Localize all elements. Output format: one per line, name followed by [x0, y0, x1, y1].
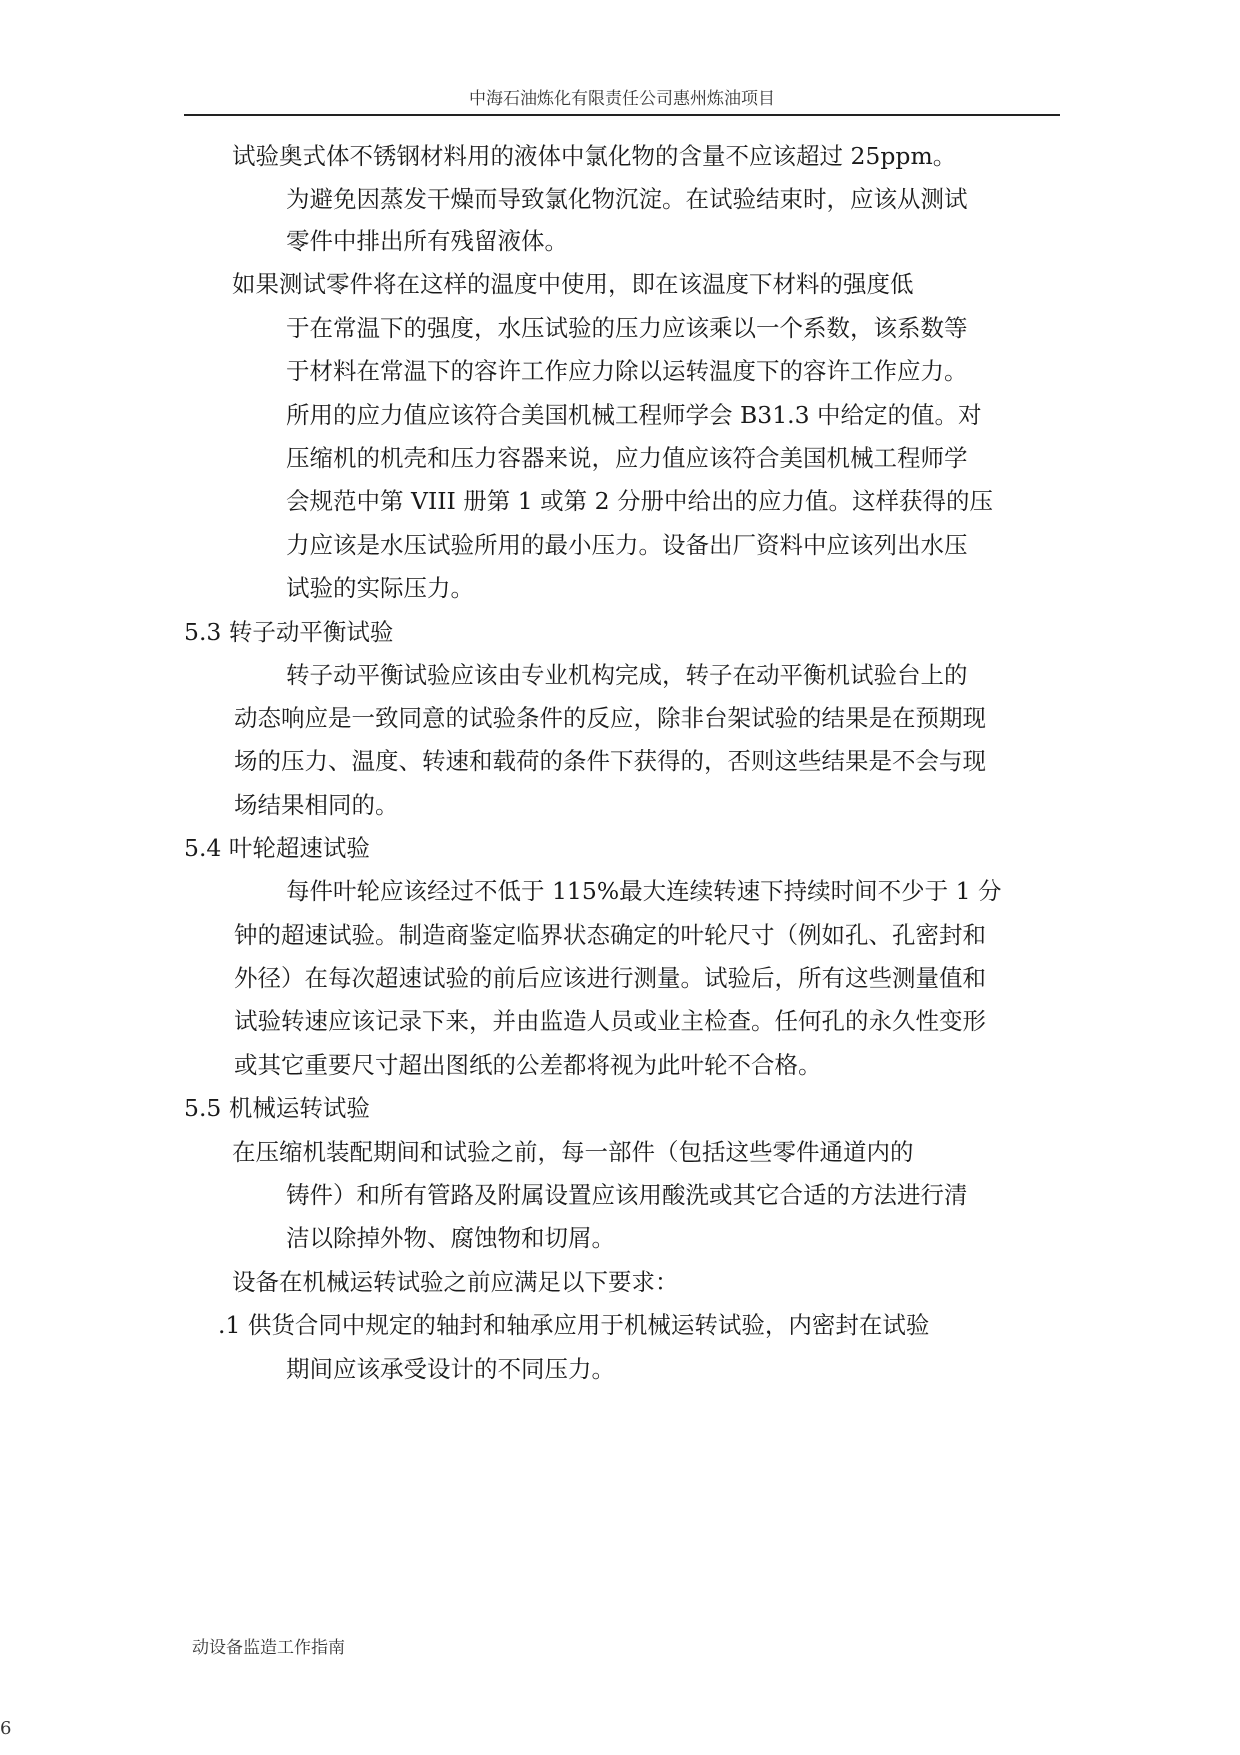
paragraph-line: 在压缩机装配期间和试验之前，每一部件（包括这些零件通道内的 — [232, 1138, 914, 1166]
header-divider — [184, 114, 1060, 116]
paragraph-line: 动态响应是一致同意的试验条件的反应，除非台架试验的结果是在预期现 — [234, 704, 986, 732]
paragraph-line: 于材料在常温下的容许工作应力除以运转温度下的容许工作应力。 — [286, 357, 968, 385]
section-heading-5-4: 5.4 叶轮超速试验 — [184, 834, 370, 862]
paragraph-line: 场结果相同的。 — [234, 791, 399, 819]
paragraph-line: 会规范中第 VIII 册第 1 或第 2 分册中给出的应力值。这样获得的压 — [286, 487, 994, 515]
paragraph-line: 设备在机械运转试验之前应满足以下要求： — [232, 1268, 679, 1296]
paragraph-line: 试验奥式体不锈钢材料用的液体中氯化物的含量不应该超过 25ppm。 — [232, 142, 957, 170]
paragraph-line: 转子动平衡试验应该由专业机构完成，转子在动平衡机试验台上的 — [286, 661, 968, 689]
paragraph-line: 压缩机的机壳和压力容器来说，应力值应该符合美国机械工程师学 — [286, 444, 968, 472]
header-title: 中海石油炼化有限责任公司惠州炼油项目 — [469, 89, 775, 109]
paragraph-line: 洁以除掉外物、腐蚀物和切屑。 — [286, 1224, 615, 1252]
paragraph-line: 钟的超速试验。制造商鉴定临界状态确定的叶轮尺寸（例如孔、孔密封和 — [234, 921, 986, 949]
paragraph-line: 所用的应力值应该符合美国机械工程师学会 B31.3 中给定的值。对 — [286, 401, 982, 429]
paragraph-line: 期间应该承受设计的不同压力。 — [286, 1355, 615, 1383]
paragraph-line: 零件中排出所有残留液体。 — [286, 227, 568, 255]
paragraph-line: 如果测试零件将在这样的温度中使用，即在该温度下材料的强度低 — [232, 270, 914, 298]
paragraph-line: 每件叶轮应该经过不低于 115%最大连续转速下持续时间不少于 1 分 — [286, 877, 1002, 905]
paragraph-line: 铸件）和所有管路及附属设置应该用酸洗或其它合适的方法进行清 — [286, 1181, 968, 1209]
paragraph-line: 力应该是水压试验所用的最小压力。设备出厂资料中应该列出水压 — [286, 531, 968, 559]
paragraph-line: 试验转速应该记录下来，并由监造人员或业主检查。任何孔的永久性变形 — [234, 1007, 986, 1035]
paragraph-line: 于在常温下的强度，水压试验的压力应该乘以一个系数，该系数等 — [286, 314, 968, 342]
list-item: .1 供货合同中规定的轴封和轴承应用于机械运转试验，内密封在试验 — [218, 1311, 930, 1339]
paragraph-line: 为避免因蒸发干燥而导致氯化物沉淀。在试验结束时，应该从测试 — [286, 185, 968, 213]
page-number: 6 — [0, 1718, 12, 1739]
paragraph-line: 场的压力、温度、转速和载荷的条件下获得的，否则这些结果是不会与现 — [234, 747, 986, 775]
paragraph-line: 外径）在每次超速试验的前后应该进行测量。试验后，所有这些测量值和 — [234, 964, 986, 992]
page-footer: 动设备监造工作指南 — [192, 1638, 345, 1658]
section-heading-5-5: 5.5 机械运转试验 — [184, 1094, 370, 1122]
paragraph-line: 试验的实际压力。 — [286, 574, 474, 602]
section-heading-5-3: 5.3 转子动平衡试验 — [184, 618, 394, 646]
paragraph-line: 或其它重要尺寸超出图纸的公差都将视为此叶轮不合格。 — [234, 1051, 822, 1079]
